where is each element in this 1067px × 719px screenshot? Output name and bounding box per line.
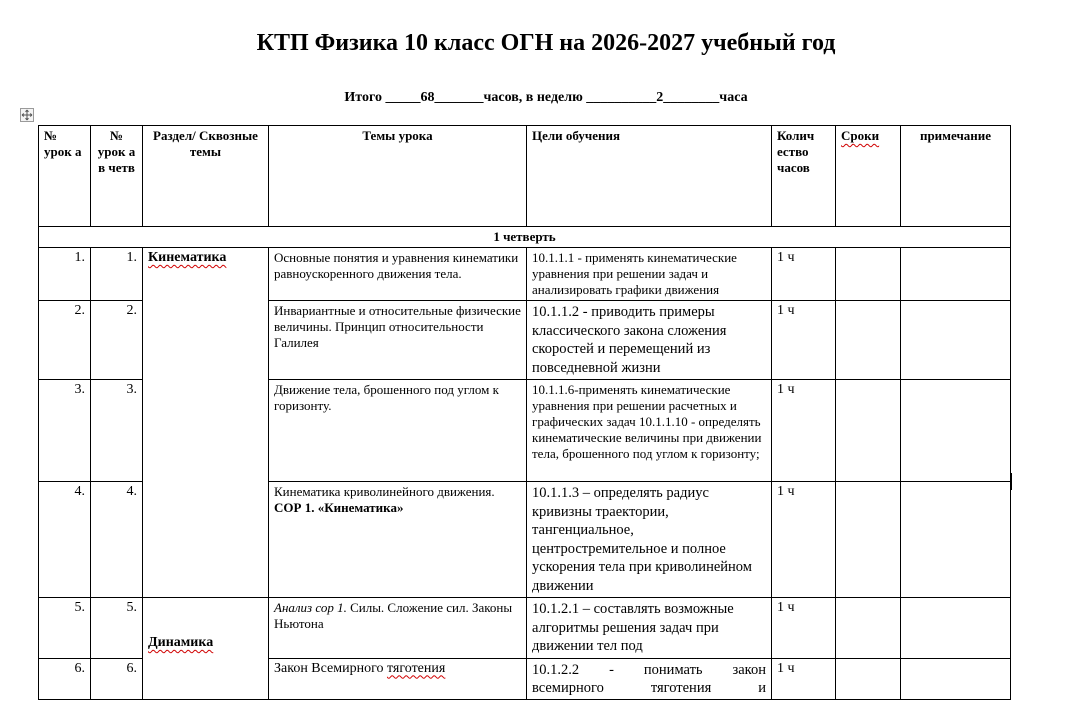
header-section: Раздел/ Сквозные темы xyxy=(143,126,269,227)
calendar-plan-table xyxy=(38,125,1011,700)
lesson-topic: Основные понятия и уравнения кинематики равноускоренного движения тела. xyxy=(269,248,527,301)
notes-cell xyxy=(901,380,1011,482)
lesson-number: 5. xyxy=(39,598,91,659)
lesson-topic-cell xyxy=(269,598,527,659)
lesson-number: 2. xyxy=(39,301,91,380)
learning-goal-cell xyxy=(527,658,772,699)
header-notes: примечание xyxy=(901,126,1011,227)
lesson-topic: Кинематика криволинейного движения. xyxy=(274,484,495,499)
header-lesson-no-quarter: № урок а в четв xyxy=(91,126,143,227)
lesson-number: 4. xyxy=(39,482,91,598)
learning-goal-line: 10.1.2.2 - понимать закон xyxy=(532,661,766,678)
hours-value: 1 ч xyxy=(772,598,836,659)
header-dates: Сроки xyxy=(836,126,901,227)
hours-value: 1 ч xyxy=(772,301,836,380)
learning-goal: 10.1.1.3 – определять радиус кривизны траектории, тангенциальное, центростремительное и полное ускорения тела при криволинейном движении xyxy=(527,482,772,598)
hours-summary-line: Итого _____68_______часов, в неделю __________2________часа xyxy=(344,90,748,105)
lesson-number: 3. xyxy=(39,380,91,482)
hours-value: 1 ч xyxy=(772,248,836,301)
notes-cell xyxy=(901,482,1011,598)
lesson-number-in-quarter: 3. xyxy=(91,380,143,482)
dates-cell xyxy=(836,658,901,699)
lesson-topic-cell xyxy=(269,658,527,699)
dates-cell xyxy=(836,248,901,301)
lesson-number: 6. xyxy=(39,658,91,699)
section-cell-kinematics: Кинематика xyxy=(143,248,269,598)
hours-value: 1 ч xyxy=(772,658,836,699)
quarter-label: 1 четверть xyxy=(39,227,1011,248)
dates-cell xyxy=(836,380,901,482)
text-cursor xyxy=(1011,473,1012,490)
lesson-topic-part: Закон Всемирного xyxy=(274,660,387,676)
lesson-topic: Силы. Сложение сил. Законы Ньютона xyxy=(274,600,513,631)
lesson-number: 1. xyxy=(39,248,91,301)
lesson-number-in-quarter: 1. xyxy=(91,248,143,301)
learning-goal: 10.1.1.1 - применять кинематические уравнения при решении задач и анализировать графики движения xyxy=(527,248,772,301)
notes-cell xyxy=(901,658,1011,699)
header-goals: Цели обучения xyxy=(527,126,772,227)
notes-cell xyxy=(901,598,1011,659)
dates-cell xyxy=(836,301,901,380)
section-cell-dynamics: Динамика xyxy=(143,598,269,700)
learning-goal: 10.1.1.2 - приводить примеры классического закона сложения скоростей и перемещений из повседневной жизни xyxy=(527,301,772,380)
assessment-label: СОР 1. «Кинематика» xyxy=(274,500,404,515)
learning-goal-line: всемирного тяготения и xyxy=(532,679,766,696)
hours-value: 1 ч xyxy=(772,380,836,482)
learning-goal: 10.1.1.6-применять кинематические уравнения при решении расчетных и графических задач 10.1.1.10 - определять кинематические величины при движении тела, брошенного под углом к горизонту; xyxy=(527,380,772,482)
analysis-label: Анализ сор 1. xyxy=(274,600,347,615)
lesson-number-in-quarter: 6. xyxy=(91,658,143,699)
lesson-number-in-quarter: 4. xyxy=(91,482,143,598)
table-row xyxy=(39,598,1011,659)
document-title: КТП Физика 10 класс ОГН на 2026-2027 учебный год xyxy=(256,30,836,56)
learning-goal: 10.1.2.1 – составлять возможные алгоритмы решения задач при движении тел под xyxy=(527,598,772,659)
notes-cell xyxy=(901,248,1011,301)
lesson-topic: Инвариантные и относительные физические величины. Принцип относительности Галилея xyxy=(269,301,527,380)
lesson-topic: Движение тела, брошенного под углом к горизонту. xyxy=(269,380,527,482)
table-header-row xyxy=(39,126,1011,227)
header-hours: Колич ество часов xyxy=(772,126,836,227)
dates-cell xyxy=(836,482,901,598)
lesson-number-in-quarter: 2. xyxy=(91,301,143,380)
lesson-number-in-quarter: 5. xyxy=(91,598,143,659)
lesson-topic-cell xyxy=(269,482,527,598)
notes-cell xyxy=(901,301,1011,380)
header-topics: Темы урока xyxy=(269,126,527,227)
table-move-handle-icon[interactable] xyxy=(20,108,34,122)
header-lesson-no: № урок а xyxy=(39,126,91,227)
dates-cell xyxy=(836,598,901,659)
table-row xyxy=(39,248,1011,301)
hours-value: 1 ч xyxy=(772,482,836,598)
quarter-row xyxy=(39,227,1011,248)
lesson-topic-part: тяготения xyxy=(386,660,446,676)
